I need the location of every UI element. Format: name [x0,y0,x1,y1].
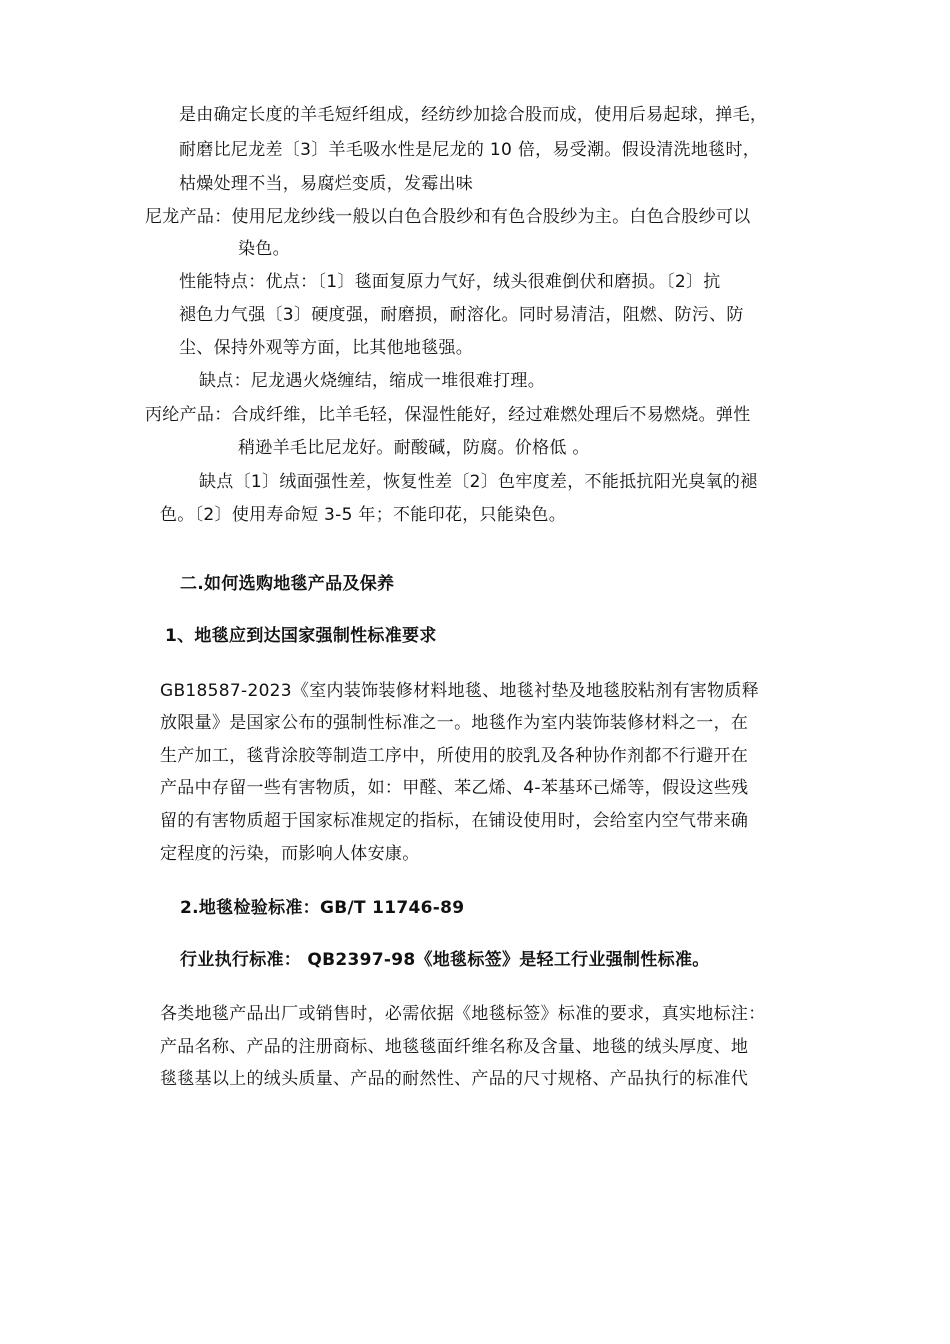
standard-paragraph-line-1: GB18587-2023《室内装饰装修材料地毯、地毯衬垫及地毯胶粘剂有害物质释 [160,681,760,701]
polypropylene-drawback-line-1: 缺点〔1〕绒面强性差，恢复性差〔2〕色牢度差，不能抵抗阳光臭氧的褪 [199,472,758,492]
standard-paragraph-line-6: 定程度的污染，而影响人体安康。 [160,844,420,864]
nylon-features-line-1: 性能特点：优点：〔1〕毯面复原力气好，绒头很难倒伏和磨损。〔2〕抗 [179,272,721,292]
label-paragraph-line-1: 各类地毯产品出厂或销售时，必需依据《地毯标签》标准的要求，真实地标注： [160,1004,766,1024]
subheading-inspection-standard: 2.地毯检验标准：GB/T 11746-89 [180,898,465,918]
wool-text-line-3: 枯燥处理不当，易腐烂变质，发霉出味 [179,174,474,194]
standard-paragraph-line-4: 产品中存留一些有害物质，如：甲醛、苯乙烯、4-苯基环己烯等，假设这些残 [160,778,749,798]
nylon-drawback: 缺点：尼龙遇火烧缠结，缩成一堆很难打理。 [199,371,545,391]
nylon-intro-line-1: 尼龙产品：使用尼龙纱线一般以白色合股纱和有色合股纱为主。白色合股纱可以 [145,207,751,227]
polypropylene-drawback-line-2: 色。〔2〕使用寿命短 3-5 年；不能印花，只能染色。 [160,505,566,525]
wool-text-line-2: 耐磨比尼龙差〔3〕羊毛吸水性是尼龙的 10 倍，易受潮。假设清洗地毯时， [179,140,761,160]
standard-paragraph-line-5: 留的有害物质超于国家标准规定的指标，在铺设使用时，会给室内空气带来确 [160,811,749,831]
polypropylene-intro-line-2: 稍逊羊毛比尼龙好。耐酸碱，防腐。价格低 。 [238,438,590,458]
wool-text-line-1: 是由确定长度的羊毛短纤组成，经纺纱加捻合股而成，使用后易起球，掸毛， [179,105,768,125]
nylon-intro-line-2: 染色。 [238,239,290,259]
nylon-features-line-2: 褪色力气强〔3〕硬度强，耐磨损，耐溶化。同时易清洁，阻燃、防污、防 [179,305,744,325]
polypropylene-intro-line-1: 丙纶产品：合成纤维，比羊毛轻，保湿性能好，经过难燃处理后不易燃烧。弹性 [145,405,751,425]
section-heading: 二.如何选购地毯产品及保养 [180,574,395,594]
standard-paragraph-line-3: 生产加工，毯背涂胶等制造工序中，所使用的胶乳及各种协作剂都不行避开在 [160,746,749,766]
label-paragraph-line-3: 毯毯基以上的绒头质量、产品的耐然性、产品的尺寸规格、产品执行的标准代 [160,1069,749,1089]
subheading-national-standard: 1、地毯应到达国家强制性标准要求 [165,626,437,646]
standard-paragraph-line-2: 放限量》是国家公布的强制性标准之一。地毯作为室内装饰装修材料之一，在 [160,713,749,733]
subheading-industry-standard: 行业执行标准： QB2397-98《地毯标签》是轻工行业强制性标准。 [180,950,710,970]
nylon-features-line-3: 尘、保持外观等方面，比其他地毯强。 [179,338,474,358]
label-paragraph-line-2: 产品名称、产品的注册商标、地毯毯面纤维名称及含量、地毯的绒头厚度、地 [160,1037,749,1057]
